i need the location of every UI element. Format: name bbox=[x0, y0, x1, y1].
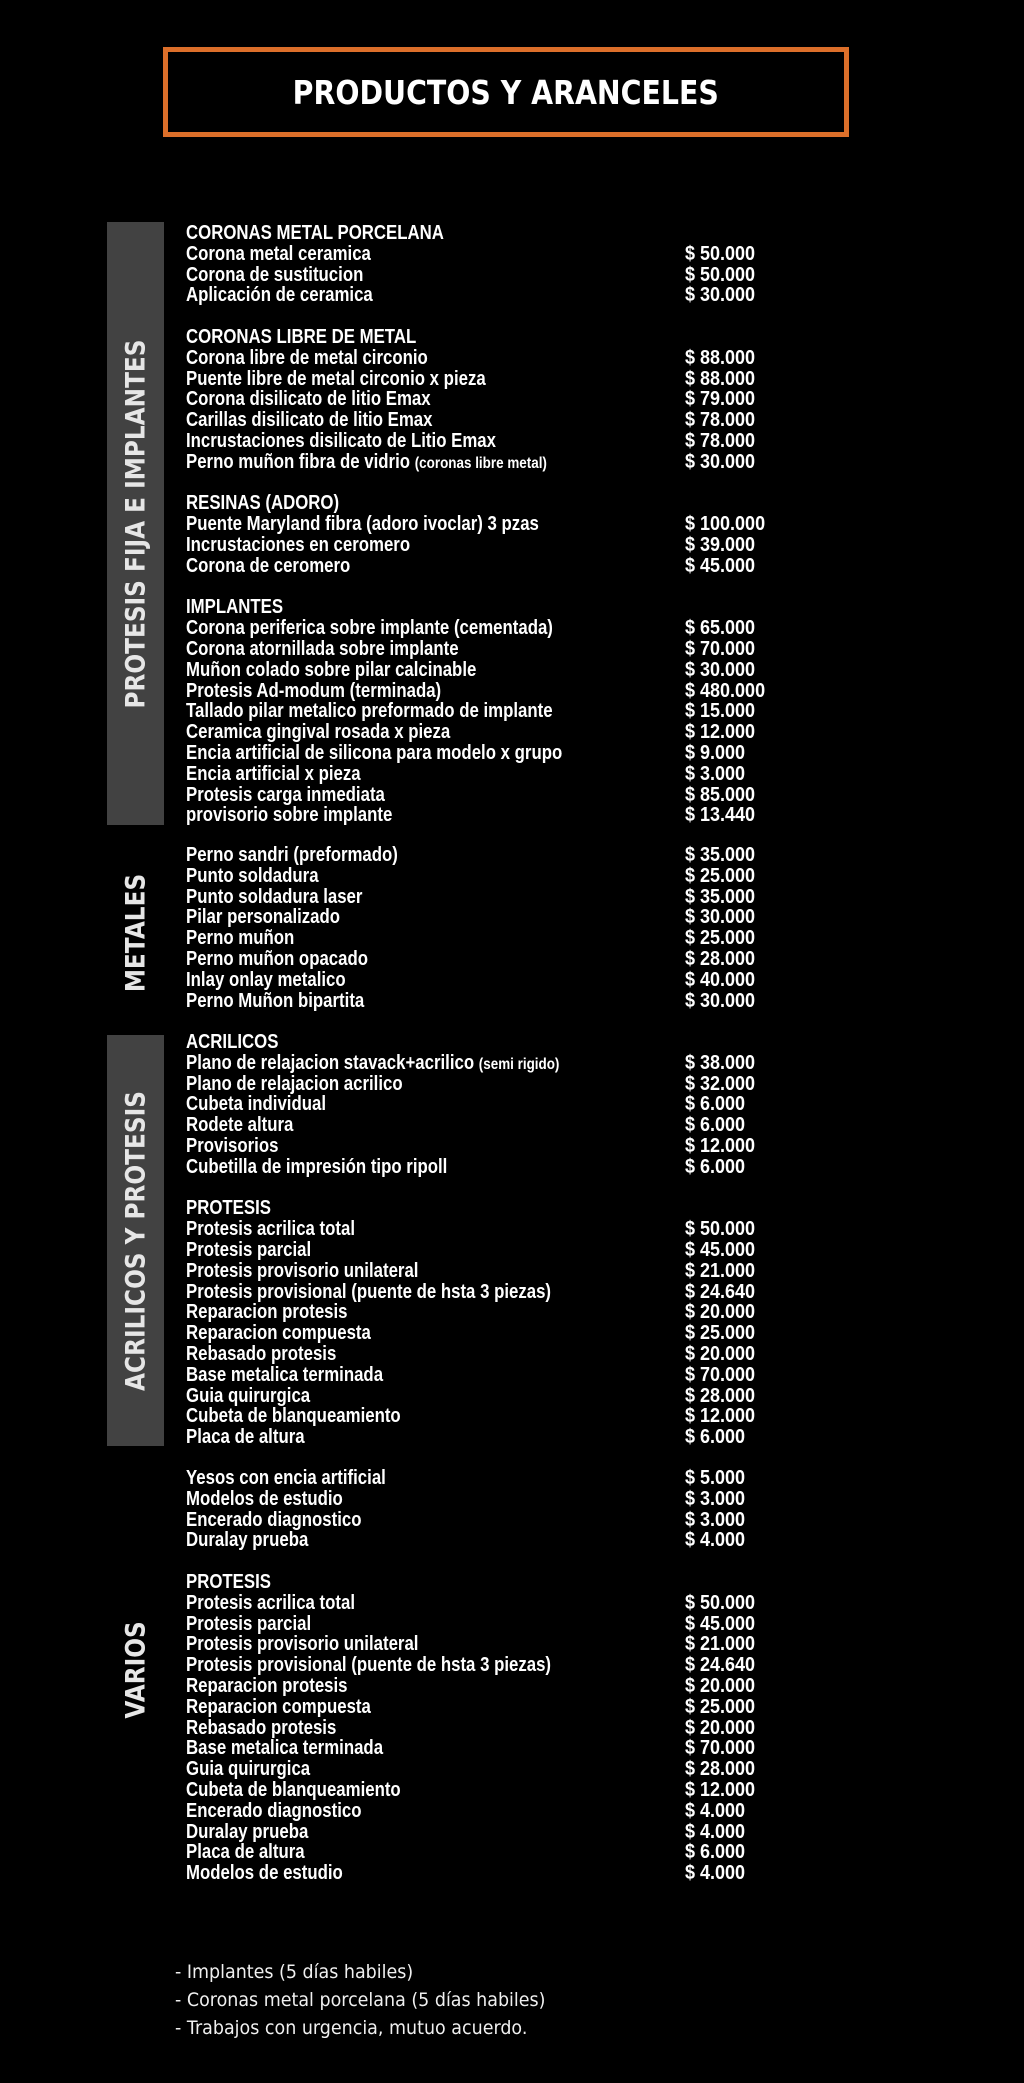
item-name-wrap bbox=[186, 1676, 348, 1697]
item-name: Protesis carga inmediata bbox=[186, 783, 385, 806]
item-name: Puente libre de metal circonio x pieza bbox=[186, 367, 486, 390]
item-price: $ 4.000 bbox=[685, 1820, 746, 1843]
category-label: METALES bbox=[120, 873, 151, 992]
item-name-wrap bbox=[186, 1759, 310, 1780]
item-name-wrap bbox=[186, 556, 350, 577]
price-row bbox=[186, 743, 826, 764]
item-name: Encia artificial de silicona para modelo x grupo bbox=[186, 741, 563, 764]
item-name-wrap bbox=[186, 1510, 362, 1531]
item-name-wrap bbox=[186, 452, 547, 475]
item-name: Encerado diagnostico bbox=[186, 1799, 362, 1822]
notes-list bbox=[175, 1958, 578, 2042]
item-name: Puente Maryland fibra (adoro ivoclar) 3 pzas bbox=[186, 513, 539, 536]
item-name-wrap bbox=[186, 681, 441, 702]
price-row bbox=[186, 431, 826, 452]
price-row bbox=[186, 1863, 826, 1884]
item-name: Duralay prueba bbox=[186, 1529, 309, 1552]
item-price: $ 4.000 bbox=[685, 1529, 746, 1552]
item-name-wrap bbox=[186, 1822, 308, 1843]
item-name-wrap bbox=[186, 907, 340, 928]
item-price: $ 78.000 bbox=[685, 429, 756, 452]
item-name: Protesis provisorio unilateral bbox=[186, 1633, 419, 1656]
item-name: Cubeta individual bbox=[186, 1093, 327, 1116]
item-name-wrap bbox=[186, 1634, 418, 1655]
item-price: $ 24.640 bbox=[685, 1654, 756, 1677]
price-row bbox=[186, 369, 826, 390]
item-name-wrap bbox=[186, 1240, 311, 1261]
page-title: PRODUCTOS Y ARANCELES bbox=[292, 72, 720, 112]
item-name-wrap bbox=[186, 887, 362, 908]
price-row bbox=[186, 556, 826, 577]
item-name-wrap bbox=[186, 785, 385, 806]
item-name-wrap bbox=[186, 743, 562, 764]
price-row bbox=[186, 1530, 826, 1551]
item-name: Punto soldadura bbox=[186, 864, 319, 887]
item-price: $ 21.000 bbox=[685, 1633, 756, 1656]
item-price: $ 38.000 bbox=[685, 1051, 756, 1074]
item-name-wrap bbox=[186, 805, 392, 826]
item-price: $ 21.000 bbox=[685, 1259, 756, 1282]
price-row bbox=[186, 1822, 826, 1843]
price-row bbox=[186, 389, 826, 410]
item-price: $ 3.000 bbox=[685, 1487, 746, 1510]
item-name: Modelos de estudio bbox=[186, 1487, 343, 1510]
item-price: $ 3.000 bbox=[685, 762, 746, 785]
item-name: Tallado pilar metalico preformado de implante bbox=[186, 700, 553, 723]
item-price: $ 79.000 bbox=[685, 388, 756, 411]
price-row bbox=[186, 514, 826, 535]
item-price: $ 28.000 bbox=[685, 947, 756, 970]
price-row bbox=[186, 410, 826, 431]
group-spacer bbox=[186, 1551, 826, 1572]
item-name-wrap bbox=[186, 639, 459, 660]
item-name: Guia quirurgica bbox=[186, 1384, 311, 1407]
item-name-wrap bbox=[186, 1302, 348, 1323]
item-name-wrap bbox=[186, 1468, 386, 1489]
item-price: $ 24.640 bbox=[685, 1280, 756, 1303]
item-name: Provisorios bbox=[186, 1134, 279, 1157]
price-row bbox=[186, 1386, 826, 1407]
item-name-wrap bbox=[186, 1593, 355, 1614]
item-name: Corona periferica sobre implante (cementada) bbox=[186, 617, 553, 640]
item-price: $ 70.000 bbox=[685, 1737, 756, 1760]
item-price: $ 25.000 bbox=[685, 1322, 756, 1345]
item-name-wrap bbox=[186, 1406, 401, 1427]
item-name-wrap bbox=[186, 1780, 401, 1801]
group-header bbox=[186, 223, 826, 244]
item-name: Protesis provisorio unilateral bbox=[186, 1259, 419, 1282]
item-name-wrap bbox=[186, 722, 450, 743]
item-price: $ 78.000 bbox=[685, 409, 756, 432]
item-price: $ 20.000 bbox=[685, 1301, 756, 1324]
item-name-wrap bbox=[186, 1718, 336, 1739]
item-price: $ 30.000 bbox=[685, 906, 756, 929]
price-row bbox=[186, 285, 826, 306]
category-band-acrilicos bbox=[107, 1035, 164, 1446]
item-price: $ 85.000 bbox=[685, 783, 756, 806]
item-name: Protesis parcial bbox=[186, 1238, 312, 1261]
item-name: Plano de relajacion stavack+acrilico bbox=[186, 1051, 475, 1074]
price-row bbox=[186, 1323, 826, 1344]
item-price: $ 25.000 bbox=[685, 864, 756, 887]
item-price: $ 50.000 bbox=[685, 263, 756, 286]
item-name: Encerado diagnostico bbox=[186, 1508, 362, 1531]
price-list-metales bbox=[186, 845, 826, 1011]
item-price: $ 70.000 bbox=[685, 1363, 756, 1386]
item-note: (semi rigido) bbox=[478, 1055, 560, 1073]
item-name-wrap bbox=[186, 535, 410, 556]
price-row bbox=[186, 1240, 826, 1261]
price-row bbox=[186, 1718, 826, 1739]
item-name: Muñon colado sobre pilar calcinable bbox=[186, 658, 477, 681]
item-price: $ 39.000 bbox=[685, 533, 756, 556]
item-price: $ 5.000 bbox=[685, 1467, 746, 1489]
item-name: provisorio sobre implante bbox=[186, 804, 393, 827]
group-header bbox=[186, 1572, 826, 1593]
item-price: $ 6.000 bbox=[685, 1114, 746, 1137]
item-name: Cubeta de blanqueamiento bbox=[186, 1405, 401, 1428]
item-name: Guia quirurgica bbox=[186, 1758, 311, 1781]
price-row bbox=[186, 1510, 826, 1531]
item-price: $ 480.000 bbox=[685, 679, 766, 702]
item-name: Protesis acrilica total bbox=[186, 1218, 356, 1241]
item-price: $ 15.000 bbox=[685, 700, 756, 723]
price-row bbox=[186, 1759, 826, 1780]
price-row bbox=[186, 785, 826, 806]
item-name: Reparacion compuesta bbox=[186, 1322, 371, 1345]
item-name-wrap bbox=[186, 970, 346, 991]
item-price: $ 40.000 bbox=[685, 968, 756, 991]
item-price: $ 35.000 bbox=[685, 885, 756, 908]
item-name: Plano de relajacion acrilico bbox=[186, 1072, 403, 1095]
price-row bbox=[186, 991, 826, 1012]
item-name-wrap bbox=[186, 949, 368, 970]
item-name-wrap bbox=[186, 1801, 362, 1822]
price-row bbox=[186, 1094, 826, 1115]
price-row bbox=[186, 265, 826, 286]
note-item: - Coronas metal porcelana (5 días habiles) bbox=[175, 1989, 546, 2011]
item-name: Aplicación de ceramica bbox=[186, 284, 373, 307]
item-price: $ 4.000 bbox=[685, 1799, 746, 1822]
item-name: Inlay onlay metalico bbox=[186, 968, 346, 991]
price-row bbox=[186, 535, 826, 556]
item-name-wrap bbox=[186, 1842, 305, 1863]
price-row bbox=[186, 660, 826, 681]
item-name: Cubetilla de impresión tipo ripoll bbox=[186, 1155, 448, 1178]
item-name: Placa de altura bbox=[186, 1426, 305, 1449]
price-row bbox=[186, 1219, 826, 1240]
item-name-wrap bbox=[186, 1386, 310, 1407]
item-name: Reparacion compuesta bbox=[186, 1695, 371, 1718]
category-band-protesis-fija bbox=[107, 222, 164, 825]
item-name: Incrustaciones disilicato de Litio Emax bbox=[186, 429, 496, 452]
price-list-acrilicos bbox=[186, 1032, 826, 1448]
price-row bbox=[186, 639, 826, 660]
item-name-wrap bbox=[186, 764, 361, 785]
price-row bbox=[186, 1261, 826, 1282]
item-name-wrap bbox=[186, 1282, 551, 1303]
item-name: Corona disilicato de litio Emax bbox=[186, 388, 431, 411]
price-row bbox=[186, 1676, 826, 1697]
price-list-protesis-fija bbox=[186, 223, 826, 826]
item-price: $ 12.000 bbox=[685, 1134, 756, 1157]
item-name: Encia artificial x pieza bbox=[186, 762, 361, 785]
item-name: Protesis provisional (puente de hsta 3 piezas) bbox=[186, 1654, 552, 1677]
item-name: Base metalica terminada bbox=[186, 1737, 384, 1760]
item-name-wrap bbox=[186, 431, 496, 452]
price-row bbox=[186, 348, 826, 369]
item-name-wrap bbox=[186, 514, 539, 535]
item-price: $ 28.000 bbox=[685, 1384, 756, 1407]
item-name-wrap bbox=[186, 285, 373, 306]
price-row bbox=[186, 1634, 826, 1655]
category-label: ACRILICOS Y PROTESIS bbox=[120, 1090, 151, 1391]
group-spacer bbox=[186, 473, 826, 494]
item-price: $ 45.000 bbox=[685, 554, 756, 577]
price-row bbox=[186, 1489, 826, 1510]
price-row bbox=[186, 1157, 826, 1178]
price-row bbox=[186, 866, 826, 887]
item-price: $ 25.000 bbox=[685, 927, 756, 950]
item-price: $ 20.000 bbox=[685, 1674, 756, 1697]
item-price: $ 30.000 bbox=[685, 284, 756, 307]
item-name-wrap bbox=[186, 991, 364, 1012]
price-row bbox=[186, 618, 826, 639]
item-price: $ 35.000 bbox=[685, 844, 756, 866]
price-row bbox=[186, 1780, 826, 1801]
price-row bbox=[186, 805, 826, 826]
item-name: Ceramica gingival rosada x pieza bbox=[186, 721, 451, 744]
item-name-wrap bbox=[186, 1344, 336, 1365]
item-name: Protesis acrilica total bbox=[186, 1591, 356, 1614]
group-spacer bbox=[186, 577, 826, 598]
note-item: - Implantes (5 días habiles) bbox=[175, 1961, 414, 1983]
item-name-wrap bbox=[186, 866, 319, 887]
item-price: $ 20.000 bbox=[685, 1342, 756, 1365]
item-name-wrap bbox=[186, 1219, 355, 1240]
item-name: Rodete altura bbox=[186, 1114, 294, 1137]
item-name: Corona de ceromero bbox=[186, 554, 351, 577]
item-name-wrap bbox=[186, 1261, 418, 1282]
item-name-wrap bbox=[186, 1094, 326, 1115]
item-name: Perno sandri (preformado) bbox=[186, 844, 398, 866]
item-name: Reparacion protesis bbox=[186, 1301, 348, 1324]
item-name: Duralay prueba bbox=[186, 1820, 309, 1843]
item-name-wrap bbox=[186, 1115, 293, 1136]
group-header-text: CORONAS METAL PORCELANA bbox=[186, 222, 444, 244]
item-name-wrap bbox=[186, 348, 428, 369]
price-row bbox=[186, 1074, 826, 1095]
item-name: Incrustaciones en ceromero bbox=[186, 533, 411, 556]
item-price: $ 13.440 bbox=[685, 804, 756, 827]
price-row bbox=[186, 1801, 826, 1822]
group-header bbox=[186, 1198, 826, 1219]
price-row bbox=[186, 1593, 826, 1614]
item-name: Corona de sustitucion bbox=[186, 263, 364, 286]
item-name: Pilar personalizado bbox=[186, 906, 341, 929]
item-name-wrap bbox=[186, 1427, 305, 1448]
item-name: Corona metal ceramica bbox=[186, 242, 371, 265]
item-name: Corona atornillada sobre implante bbox=[186, 637, 459, 660]
group-header-text: PROTESIS bbox=[186, 1197, 271, 1220]
price-row bbox=[186, 764, 826, 785]
item-name: Perno muñon bbox=[186, 927, 295, 950]
price-row bbox=[186, 1468, 826, 1489]
price-row bbox=[186, 1406, 826, 1427]
item-name-wrap bbox=[186, 410, 432, 431]
category-band-varios bbox=[107, 1460, 164, 1880]
item-name: Base metalica terminada bbox=[186, 1363, 384, 1386]
price-row bbox=[186, 1115, 826, 1136]
price-row bbox=[186, 1344, 826, 1365]
item-name-wrap bbox=[186, 1323, 371, 1344]
price-row bbox=[186, 1697, 826, 1718]
price-row bbox=[186, 722, 826, 743]
price-row bbox=[186, 1053, 826, 1074]
price-row bbox=[186, 244, 826, 265]
item-name: Punto soldadura laser bbox=[186, 885, 363, 908]
price-row bbox=[186, 1136, 826, 1157]
item-name-wrap bbox=[186, 265, 363, 286]
item-name: Placa de altura bbox=[186, 1841, 305, 1864]
price-row bbox=[186, 1282, 826, 1303]
item-price: $ 9.000 bbox=[685, 741, 746, 764]
item-price: $ 50.000 bbox=[685, 1218, 756, 1241]
category-label: PROTESIS FIJA E IMPLANTES bbox=[120, 338, 151, 709]
item-price: $ 6.000 bbox=[685, 1841, 746, 1864]
item-price: $ 30.000 bbox=[685, 989, 756, 1012]
item-name-wrap bbox=[186, 1530, 308, 1551]
group-header-text: ACRILICOS bbox=[186, 1031, 279, 1053]
item-price: $ 3.000 bbox=[685, 1508, 746, 1531]
price-row bbox=[186, 1614, 826, 1635]
price-list-varios bbox=[186, 1468, 826, 1884]
item-price: $ 45.000 bbox=[685, 1612, 756, 1635]
item-name: Perno muñon fibra de vidrio bbox=[186, 450, 411, 473]
price-row bbox=[186, 1427, 826, 1448]
price-row bbox=[186, 1738, 826, 1759]
item-name-wrap bbox=[186, 701, 553, 722]
category-band-metales bbox=[107, 830, 164, 1035]
price-row bbox=[186, 970, 826, 991]
group-spacer bbox=[186, 1178, 826, 1199]
item-name-wrap bbox=[186, 845, 398, 866]
item-name-wrap bbox=[186, 660, 476, 681]
group-header bbox=[186, 597, 826, 618]
item-name-wrap bbox=[186, 1738, 383, 1759]
item-price: $ 32.000 bbox=[685, 1072, 756, 1095]
item-price: $ 28.000 bbox=[685, 1758, 756, 1781]
item-name-wrap bbox=[186, 1074, 403, 1095]
price-row bbox=[186, 887, 826, 908]
item-price: $ 4.000 bbox=[685, 1862, 746, 1885]
item-price: $ 65.000 bbox=[685, 617, 756, 640]
item-name-wrap bbox=[186, 1136, 278, 1157]
item-price: $ 50.000 bbox=[685, 242, 756, 265]
item-price: $ 45.000 bbox=[685, 1238, 756, 1261]
item-price: $ 12.000 bbox=[685, 1778, 756, 1801]
price-row bbox=[186, 949, 826, 970]
item-name: Perno Muñon bipartita bbox=[186, 989, 365, 1012]
group-header bbox=[186, 327, 826, 348]
item-price: $ 88.000 bbox=[685, 367, 756, 390]
item-price: $ 70.000 bbox=[685, 637, 756, 660]
price-row bbox=[186, 1655, 826, 1676]
item-price: $ 6.000 bbox=[685, 1426, 746, 1449]
group-header bbox=[186, 493, 826, 514]
price-row bbox=[186, 1365, 826, 1386]
item-name: Modelos de estudio bbox=[186, 1862, 343, 1885]
item-price: $ 12.000 bbox=[685, 1405, 756, 1428]
item-name: Carillas disilicato de litio Emax bbox=[186, 409, 433, 432]
item-name: Rebasado protesis bbox=[186, 1716, 337, 1739]
item-name-wrap bbox=[186, 928, 294, 949]
price-row bbox=[186, 928, 826, 949]
item-name-wrap bbox=[186, 369, 486, 390]
group-header-text: IMPLANTES bbox=[186, 596, 284, 619]
item-name-wrap bbox=[186, 1489, 343, 1510]
price-row bbox=[186, 907, 826, 928]
item-name: Rebasado protesis bbox=[186, 1342, 337, 1365]
item-name-wrap bbox=[186, 1614, 311, 1635]
item-price: $ 100.000 bbox=[685, 513, 766, 536]
price-row bbox=[186, 1842, 826, 1863]
item-name-wrap bbox=[186, 389, 431, 410]
item-price: $ 50.000 bbox=[685, 1591, 756, 1614]
item-price: $ 25.000 bbox=[685, 1695, 756, 1718]
item-name-wrap bbox=[186, 1655, 551, 1676]
item-name: Cubeta de blanqueamiento bbox=[186, 1778, 401, 1801]
item-note: (coronas libre metal) bbox=[414, 454, 547, 472]
price-row bbox=[186, 452, 826, 473]
item-name: Reparacion protesis bbox=[186, 1674, 348, 1697]
item-name-wrap bbox=[186, 1863, 343, 1884]
item-name-wrap bbox=[186, 618, 553, 639]
note-item: - Trabajos con urgencia, mutuo acuerdo. bbox=[175, 2017, 528, 2039]
item-name-wrap bbox=[186, 1157, 447, 1178]
item-name-wrap bbox=[186, 1697, 371, 1718]
item-name: Yesos con encia artificial bbox=[186, 1467, 386, 1489]
price-row bbox=[186, 701, 826, 722]
item-name: Corona libre de metal circonio bbox=[186, 346, 428, 369]
group-header-text: PROTESIS bbox=[186, 1570, 271, 1593]
group-header-text: CORONAS LIBRE DE METAL bbox=[186, 325, 417, 348]
item-price: $ 30.000 bbox=[685, 658, 756, 681]
item-price: $ 88.000 bbox=[685, 346, 756, 369]
item-price: $ 20.000 bbox=[685, 1716, 756, 1739]
item-price: $ 6.000 bbox=[685, 1155, 746, 1178]
price-row bbox=[186, 1302, 826, 1323]
group-spacer bbox=[186, 306, 826, 327]
item-name: Perno muñon opacado bbox=[186, 947, 369, 970]
item-price: $ 30.000 bbox=[685, 450, 756, 473]
item-price: $ 6.000 bbox=[685, 1093, 746, 1116]
item-name: Protesis parcial bbox=[186, 1612, 312, 1635]
price-row bbox=[186, 681, 826, 702]
title-banner bbox=[163, 47, 849, 137]
item-name-wrap bbox=[186, 244, 371, 265]
item-name-wrap bbox=[186, 1365, 383, 1386]
price-row bbox=[186, 845, 826, 866]
group-header bbox=[186, 1032, 826, 1053]
category-label: VARIOS bbox=[120, 1621, 151, 1719]
item-price: $ 12.000 bbox=[685, 721, 756, 744]
item-name: Protesis Ad-modum (terminada) bbox=[186, 679, 442, 702]
item-name: Protesis provisional (puente de hsta 3 piezas) bbox=[186, 1280, 552, 1303]
group-header-text: RESINAS (ADORO) bbox=[186, 492, 340, 515]
